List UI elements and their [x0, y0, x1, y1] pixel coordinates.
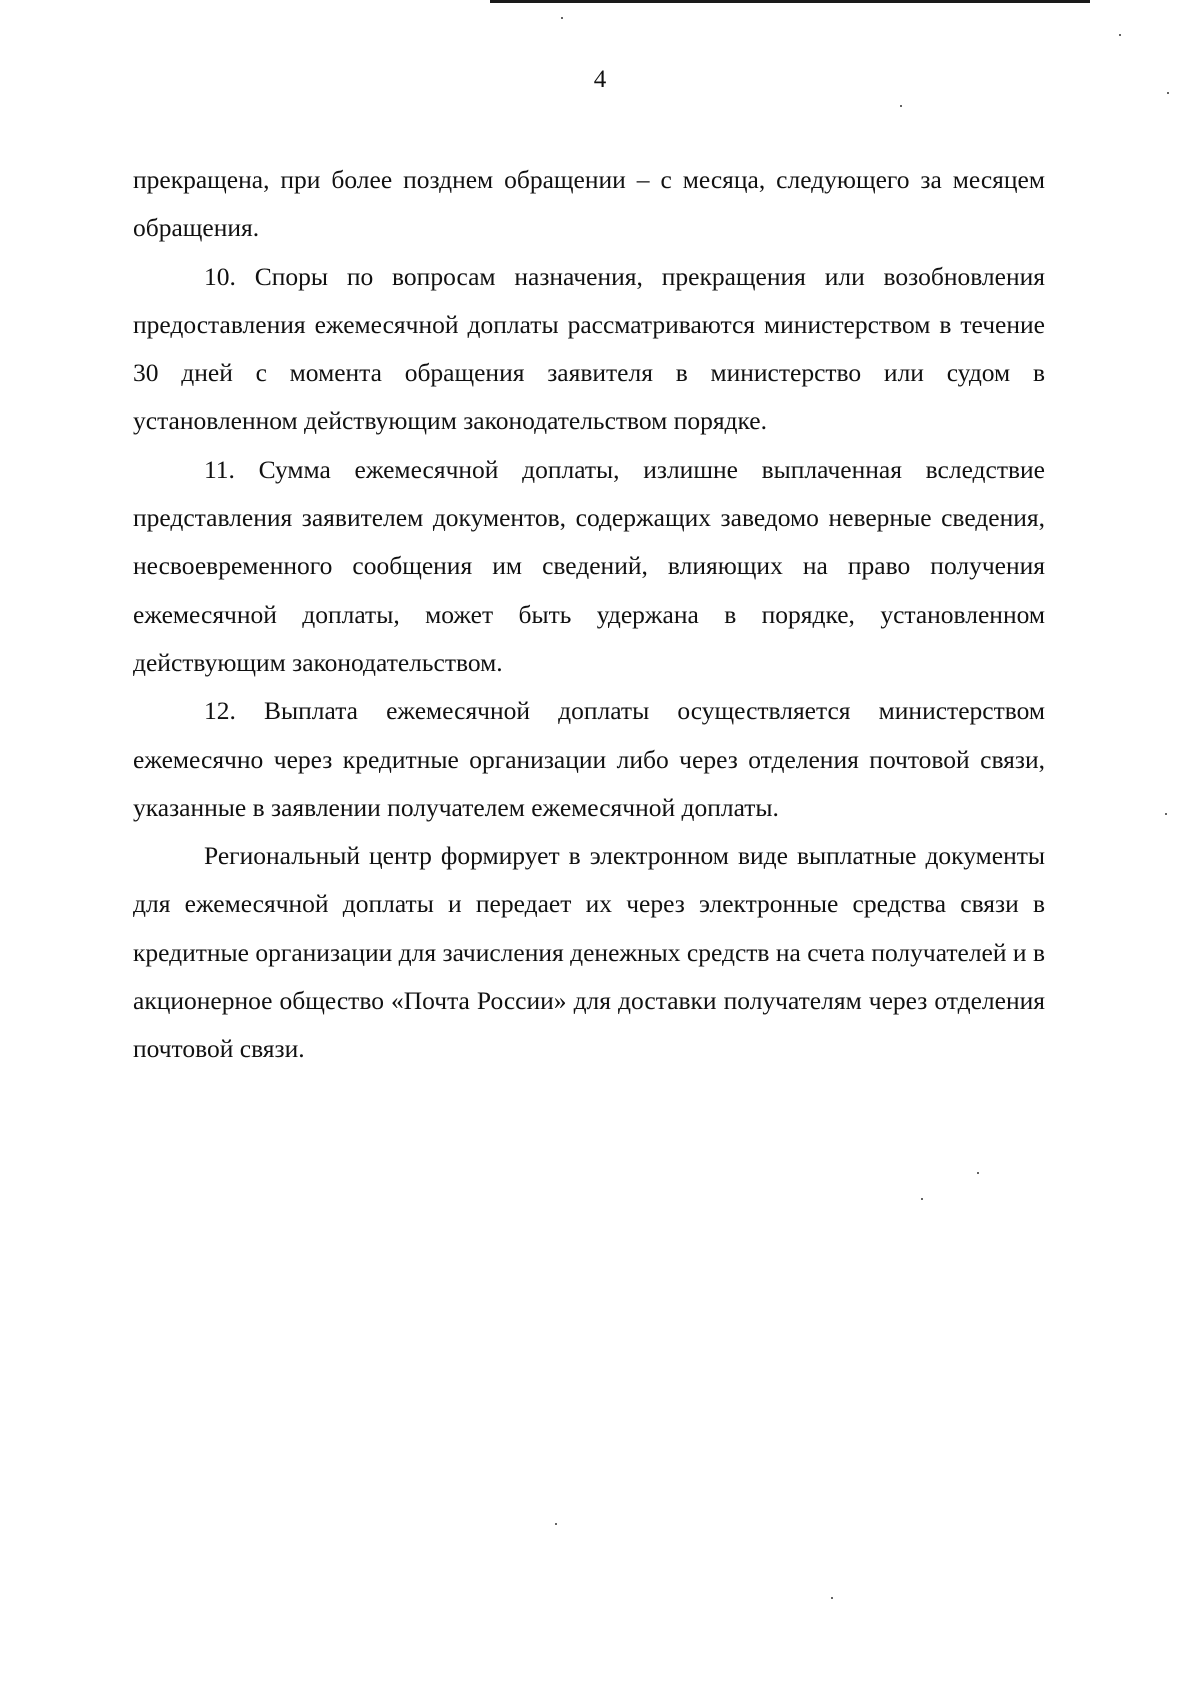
- scan-speck: [1119, 34, 1121, 36]
- scan-speck: [561, 17, 563, 19]
- scan-speck: [900, 105, 902, 107]
- scan-speck: [831, 1597, 833, 1599]
- paragraph-item-10: 10. Споры по вопросам назначения, прекращения или возобновления предоставления ежемесячной доплаты рассматриваются министерством в течение 30 дней с момента обращения заявителя в министерство или судом в установленном действующим законодательством порядке.: [133, 261, 1045, 436]
- paragraph-continuation: прекращена, при более позднем обращении – с месяца, следующего за месяцем обращения.: [133, 165, 1045, 243]
- scan-speck: [921, 1198, 923, 1200]
- scan-speck: [977, 1172, 979, 1174]
- paragraph-item-12: 12. Выплата ежемесячной доплаты осуществляется министерством ежемесячно через кредитные организации либо через отделения почтовой связи, указанные в заявлении получателем ежемесячной доплаты.: [133, 696, 1045, 822]
- top-border-line: [490, 0, 1090, 3]
- page-number: 4: [593, 66, 607, 93]
- scan-speck: [555, 1523, 557, 1525]
- scan-speck: [1165, 813, 1167, 815]
- scan-speck: [1167, 92, 1169, 94]
- paragraph-item-11: 11. Сумма ежемесячной доплаты, излишне выплаченная вследствие представления заявителем документов, содержащих заведомо неверные сведения, несвоевременного сообщения им сведений, влияющих на право получения ежемесячной доплаты, может быть удержана в порядке, установленном действующим законодательством.: [133, 454, 1045, 677]
- document-body: [133, 156, 1045, 1074]
- paragraph-regional-center: Региональный центр формирует в электронном виде выплатные документы для ежемесячной доплаты и передает их через электронные средства связи в кредитные организации для зачисления денежных средств на счета получателей и в акционерное общество «Почта России» для доставки получателям через отделения почтовой связи.: [133, 841, 1045, 1064]
